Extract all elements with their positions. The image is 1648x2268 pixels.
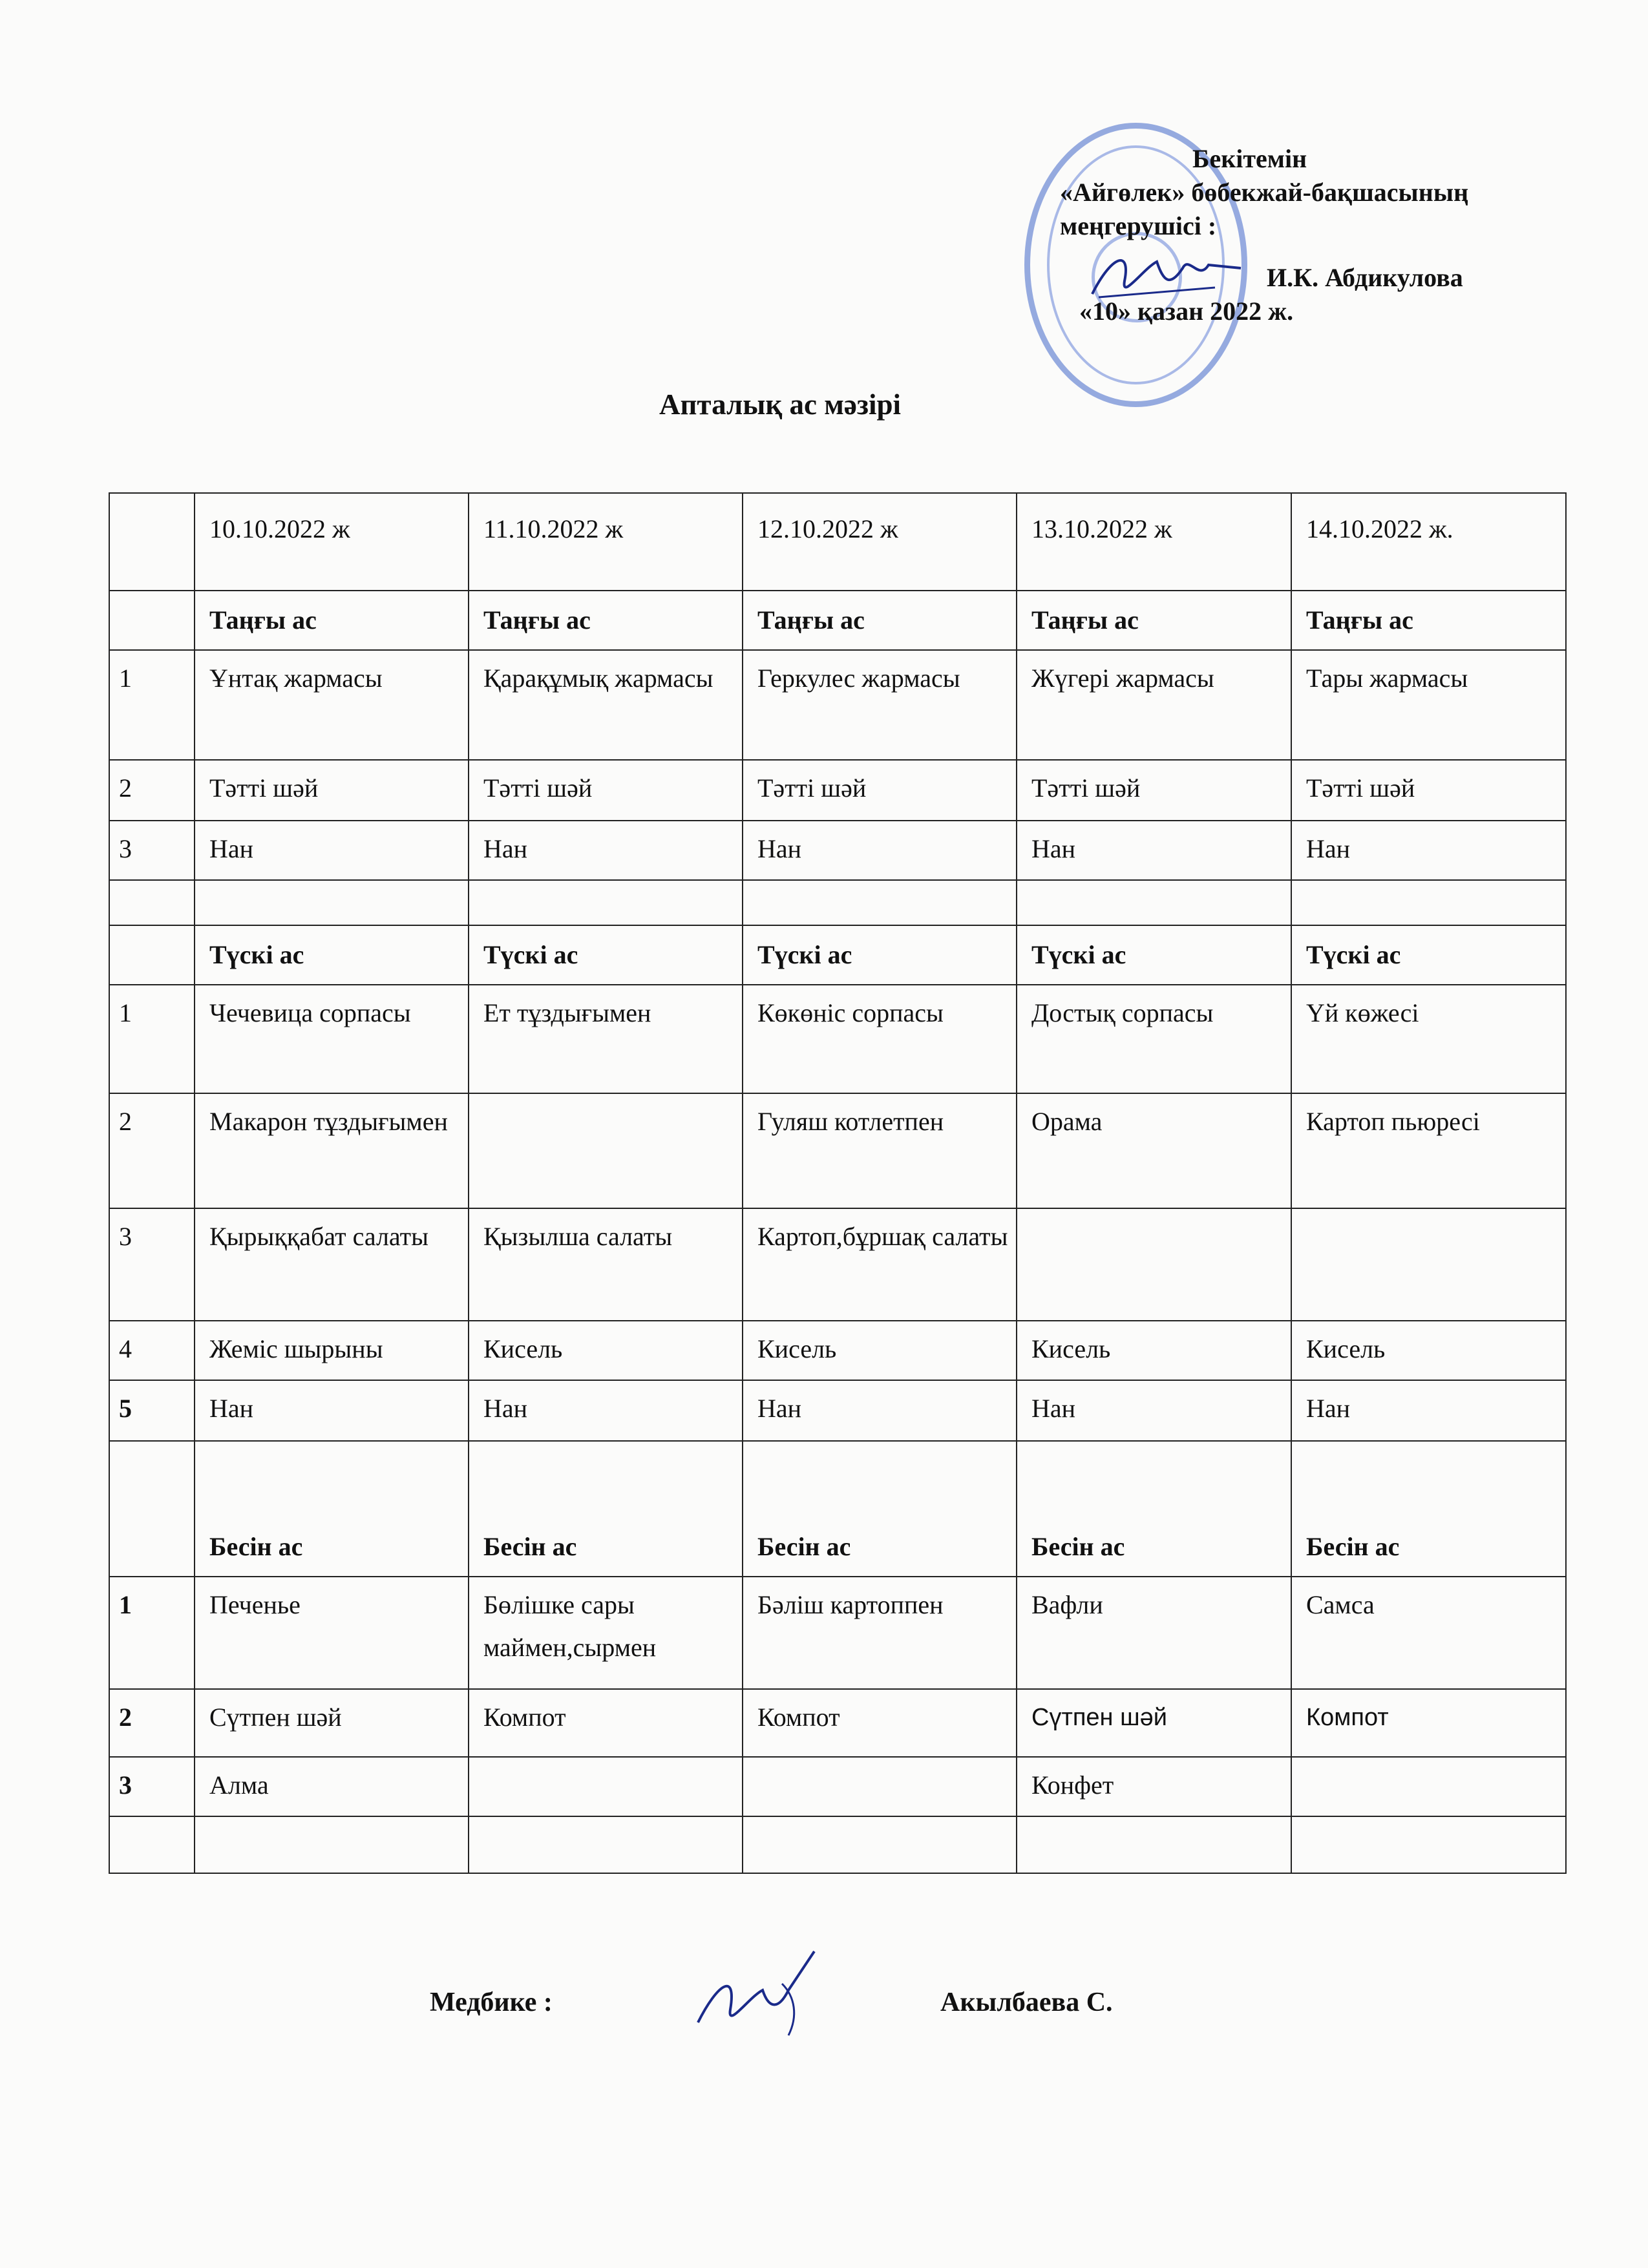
- row-number: 3: [109, 1208, 195, 1321]
- manager-label: меңгерушісі :: [1060, 211, 1217, 240]
- menu-cell: Вафли: [1017, 1577, 1291, 1689]
- menu-cell: Кисель: [1017, 1321, 1291, 1380]
- menu-cell: Нан: [469, 821, 743, 880]
- meal-header: Түскі ас: [743, 925, 1017, 985]
- menu-cell: Ет тұздығымен: [469, 985, 743, 1093]
- menu-cell: Қарақұмық жармасы: [469, 650, 743, 760]
- date-cell: 10.10.2022 ж: [195, 493, 469, 591]
- menu-cell: Қызылша салаты: [469, 1208, 743, 1321]
- menu-cell: Тәтті шәй: [469, 760, 743, 821]
- menu-cell: Нан: [743, 821, 1017, 880]
- approval-label: Бекітемін: [1192, 144, 1307, 173]
- menu-cell: Алма: [195, 1757, 469, 1816]
- menu-cell: Компот: [743, 1689, 1017, 1757]
- row-number: 5: [109, 1380, 195, 1441]
- menu-cell: Бөлішке сары маймен,сырмен: [469, 1577, 743, 1689]
- menu-cell: Нан: [743, 1380, 1017, 1441]
- table-row: [109, 1321, 1566, 1380]
- table-row: [109, 1689, 1566, 1757]
- date-cell: 11.10.2022 ж: [469, 493, 743, 591]
- menu-cell: Печенье: [195, 1577, 469, 1689]
- menu-cell: Сүтпен шәй: [195, 1689, 469, 1757]
- menu-cell: Макарон тұздығымен: [195, 1093, 469, 1208]
- nurse-name: Акылбаева С.: [940, 1988, 1113, 2017]
- menu-cell: Нан: [1291, 1380, 1566, 1441]
- meal-header: Түскі ас: [1291, 925, 1566, 985]
- table-row: [109, 1093, 1566, 1208]
- menu-cell: Тәтті шәй: [195, 760, 469, 821]
- menu-cell: Компот: [1291, 1689, 1566, 1757]
- menu-cell: Геркулес жармасы: [743, 650, 1017, 760]
- menu-cell: Тәтті шәй: [1017, 760, 1291, 821]
- meal-header: Бесін ас: [469, 1441, 743, 1577]
- meal-header: Таңғы ас: [743, 591, 1017, 650]
- menu-cell: Нан: [195, 821, 469, 880]
- menu-cell: Сүтпен шәй: [1017, 1689, 1291, 1757]
- page-title: Апталық ас мәзірі: [659, 388, 901, 421]
- approval-date: «10» қазан 2022 ж.: [1079, 297, 1294, 326]
- menu-cell: [1291, 1757, 1566, 1816]
- menu-cell: Қырыққабат салаты: [195, 1208, 469, 1321]
- meal-header: Таңғы ас: [195, 591, 469, 650]
- menu-cell: Бәліш картоппен: [743, 1577, 1017, 1689]
- nurse-label: Медбике :: [430, 1988, 553, 2017]
- menu-cell: Жүгері жармасы: [1017, 650, 1291, 760]
- row-number: 1: [109, 1577, 195, 1689]
- manager-signature: [1086, 242, 1247, 313]
- row-number: 2: [109, 1093, 195, 1208]
- menu-cell: Картоп пьюресі: [1291, 1093, 1566, 1208]
- menu-cell: [469, 1757, 743, 1816]
- meal-header: Бесін ас: [195, 1441, 469, 1577]
- menu-cell: Үй көжесі: [1291, 985, 1566, 1093]
- menu-cell: Чечевица сорпасы: [195, 985, 469, 1093]
- row-number: 1: [109, 650, 195, 760]
- menu-cell: Нан: [469, 1380, 743, 1441]
- menu-cell: Нан: [1291, 821, 1566, 880]
- dates-row: [109, 493, 1566, 591]
- menu-cell: Нан: [195, 1380, 469, 1441]
- menu-cell: Нан: [1017, 1380, 1291, 1441]
- date-cell: 13.10.2022 ж: [1017, 493, 1291, 591]
- meal-header: Таңғы ас: [1291, 591, 1566, 650]
- menu-cell: Тары жармасы: [1291, 650, 1566, 760]
- meal-header: Түскі ас: [1017, 925, 1291, 985]
- weekly-menu-table: [109, 492, 1567, 1874]
- menu-cell: [469, 1093, 743, 1208]
- menu-cell: Картоп,бұршақ салаты: [743, 1208, 1017, 1321]
- row-number: 4: [109, 1321, 195, 1380]
- corner-cell: [109, 493, 195, 591]
- meal-header: Бесін ас: [743, 1441, 1017, 1577]
- breakfast-header-row: [109, 591, 1566, 650]
- date-cell: 14.10.2022 ж.: [1291, 493, 1566, 591]
- meal-header: Бесін ас: [1017, 1441, 1291, 1577]
- kindergarten-name: «Айгөлек» бөбекжай-бақшасының: [1060, 178, 1469, 207]
- table-row: [109, 1577, 1566, 1689]
- menu-cell: Кисель: [1291, 1321, 1566, 1380]
- menu-cell: Конфет: [1017, 1757, 1291, 1816]
- menu-cell: Тәтті шәй: [743, 760, 1017, 821]
- row-number: 1: [109, 985, 195, 1093]
- snack-header-row: [109, 1441, 1566, 1577]
- menu-cell: Компот: [469, 1689, 743, 1757]
- lunch-header-row: [109, 925, 1566, 985]
- table-row: [109, 1757, 1566, 1816]
- table-row: [109, 821, 1566, 880]
- meal-header: Түскі ас: [469, 925, 743, 985]
- menu-cell: [1291, 1208, 1566, 1321]
- manager-name: И.К. Абдикулова: [1267, 263, 1463, 292]
- menu-cell: [1017, 1208, 1291, 1321]
- menu-cell: Кисель: [469, 1321, 743, 1380]
- menu-cell: Жеміс шырыны: [195, 1321, 469, 1380]
- table-row: [109, 1208, 1566, 1321]
- menu-cell: Нан: [1017, 821, 1291, 880]
- row-number: 2: [109, 1689, 195, 1757]
- table-row: [109, 760, 1566, 821]
- nurse-signature: [685, 1945, 840, 2042]
- row-number: 3: [109, 1757, 195, 1816]
- menu-cell: Көкөніс сорпасы: [743, 985, 1017, 1093]
- menu-cell: Ұнтақ жармасы: [195, 650, 469, 760]
- meal-header: Таңғы ас: [469, 591, 743, 650]
- menu-cell: Самса: [1291, 1577, 1566, 1689]
- row-number: 2: [109, 760, 195, 821]
- table-row: [109, 1380, 1566, 1441]
- menu-cell: Тәтті шәй: [1291, 760, 1566, 821]
- empty-row: [109, 880, 1566, 925]
- empty-row: [109, 1816, 1566, 1873]
- menu-cell: Достық сорпасы: [1017, 985, 1291, 1093]
- menu-cell: Орама: [1017, 1093, 1291, 1208]
- row-number: 3: [109, 821, 195, 880]
- menu-cell: [743, 1757, 1017, 1816]
- meal-header: Таңғы ас: [1017, 591, 1291, 650]
- date-cell: 12.10.2022 ж: [743, 493, 1017, 591]
- table-row: [109, 985, 1566, 1093]
- meal-header: Бесін ас: [1291, 1441, 1566, 1577]
- menu-cell: Кисель: [743, 1321, 1017, 1380]
- table-row: [109, 650, 1566, 760]
- meal-header: Түскі ас: [195, 925, 469, 985]
- menu-cell: Гуляш котлетпен: [743, 1093, 1017, 1208]
